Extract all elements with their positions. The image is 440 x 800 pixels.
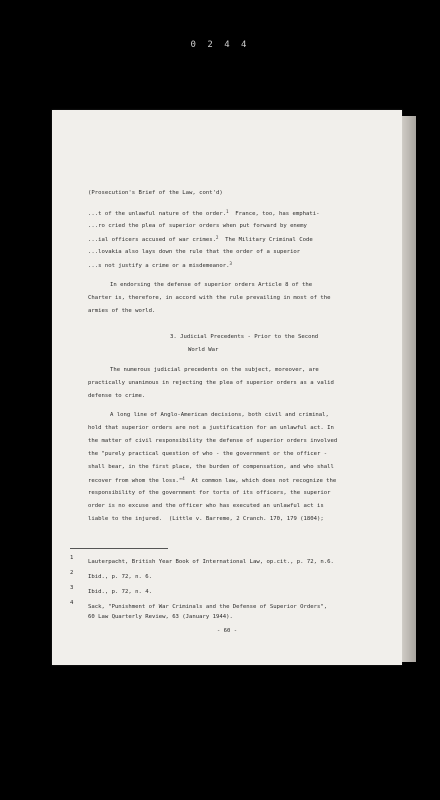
paragraph-line: ...ial officers accused of war crimes.$^2$ The Military Criminal Code (88, 235, 313, 243)
section-heading: 3. Judicial Precedents - Prior to the Second (170, 334, 319, 340)
section-heading-line2: World War (188, 347, 219, 353)
body-line: The numerous judicial precedents on the subject, moreover, are (110, 367, 319, 373)
footnote-text: Ibid., p. 72, n. 4. (88, 589, 152, 595)
page-number: - 60 - (216, 628, 238, 634)
footnote-text: Ibid., p. 72, n. 6. (88, 574, 152, 580)
paragraph-line: armies of the world. (88, 308, 156, 314)
running-head: (Prosecution's Brief of the Law, cont'd) (88, 190, 223, 196)
paragraph-line: ...ro cried the plea of superior orders when put forward by enemy (88, 223, 307, 229)
paragraph-line: In endorsing the defense of superior orders Article 8 of the (110, 282, 313, 288)
paragraph-line: ...t of the unlawful nature of the order.$^1$ France, too, has emphati- (88, 209, 320, 217)
body-line: the matter of civil responsibility the defense of superior orders involved (88, 438, 338, 444)
document-page (52, 110, 402, 665)
footnote-rule (70, 548, 168, 549)
body-line: shall bear, in the first place, the burden of compensation, and who shall (88, 464, 334, 470)
footnote-text: Sack, "Punishment of War Criminals and the Defense of Superior Orders", (88, 604, 328, 610)
body-line: order is no excuse and the officer who has executed an unlawful act is (88, 503, 324, 509)
paragraph-line: ...s not justify a crime or a misdemeanor.$^3$ (88, 261, 232, 269)
paragraph-line: Charter is, therefore, in accord with the rule prevailing in most of the (88, 295, 331, 301)
document-text (52, 110, 402, 665)
footnote-text: Lauterpacht, British Year Book of International Law, op.cit., p. 72, n.6. (88, 559, 334, 565)
footnote-number: 4 (70, 600, 74, 606)
body-line: responsibility of the government for torts of its officers, the superior (88, 490, 331, 496)
paragraph-line: ...lovakia also lays down the rule that the order of a superior (88, 249, 301, 255)
footnote-number: 2 (70, 570, 74, 576)
page-edge (402, 116, 416, 662)
body-line: practically unanimous in rejecting the plea of superior orders as a valid (88, 380, 334, 386)
body-line: hold that superior orders are not a justification for an unlawful act. In (88, 425, 334, 431)
footnote-text: 60 Law Quarterly Review, 63 (January 1944). (88, 614, 233, 620)
body-line: recover from whom the loss."$^4$ At common law, which does not recognize the (88, 476, 337, 484)
body-line: liable to the injured. (Little v. Barreme, 2 Cranch. 170, 179 (1804); (88, 516, 324, 522)
body-line: the "purely practical question of who - the government or the officer - (88, 451, 328, 457)
microfilm-stamp: 0 2 4 4 (190, 40, 250, 50)
footnote-number: 3 (70, 585, 74, 591)
body-line: A long line of Anglo-American decisions, both civil and criminal, (110, 412, 329, 418)
footnote-number: 1 (70, 555, 74, 561)
body-line: defense to crime. (88, 393, 146, 399)
